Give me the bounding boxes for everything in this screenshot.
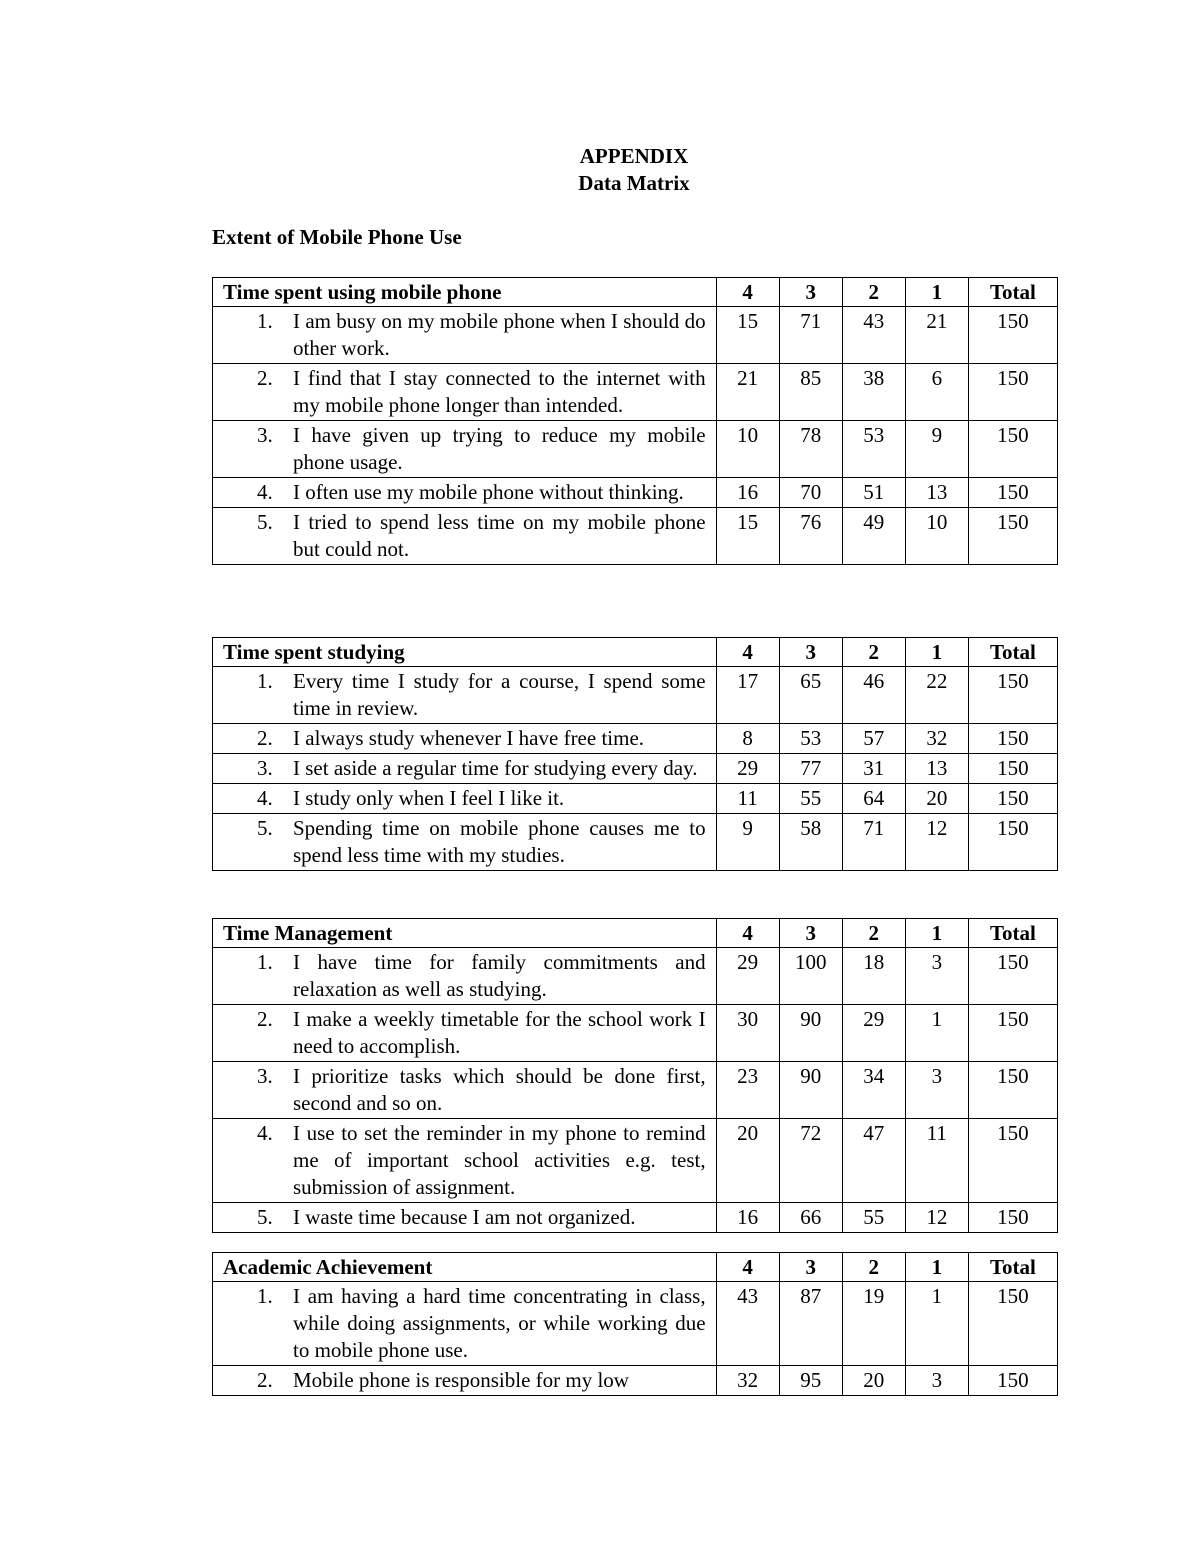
- count-cell-2: 57: [842, 724, 905, 754]
- statement-number: 1.: [257, 309, 273, 333]
- statement-text: I make a weekly timetable for the school work I need to accomplish.: [293, 1007, 706, 1058]
- count-cell-4: 30: [716, 1005, 779, 1062]
- column-header-1: 1: [905, 278, 968, 307]
- table-row: [213, 948, 1058, 1005]
- statement-text: Mobile phone is responsible for my low: [293, 1368, 629, 1392]
- count-cell-4: 16: [716, 1203, 779, 1233]
- statement-number: 3.: [257, 1064, 273, 1088]
- count-cell-3: 53: [779, 724, 842, 754]
- count-cell-total: 150: [968, 421, 1057, 478]
- count-cell-4: 16: [716, 478, 779, 508]
- table-row: [213, 1062, 1058, 1119]
- count-cell-3: 55: [779, 784, 842, 814]
- statement-cell: [213, 478, 717, 508]
- statement-cell: [213, 1203, 717, 1233]
- statement-text: I find that I stay connected to the internet with my mobile phone longer than intended.: [293, 366, 706, 417]
- count-cell-1: 11: [905, 1119, 968, 1203]
- count-cell-total: 150: [968, 1366, 1057, 1396]
- count-cell-total: 150: [968, 1203, 1057, 1233]
- count-cell-2: 55: [842, 1203, 905, 1233]
- count-cell-3: 77: [779, 754, 842, 784]
- count-cell-2: 51: [842, 478, 905, 508]
- column-header-2: 2: [842, 638, 905, 667]
- count-cell-4: 9: [716, 814, 779, 871]
- count-cell-2: 43: [842, 307, 905, 364]
- statement-number: 5.: [257, 1205, 273, 1229]
- count-cell-1: 12: [905, 1203, 968, 1233]
- statement-text: I set aside a regular time for studying every day.: [293, 756, 698, 780]
- statement-cell: [213, 667, 717, 724]
- table-row: [213, 1366, 1058, 1396]
- statement-text: I have time for family commitments and relaxation as well as studying.: [293, 950, 706, 1001]
- count-cell-4: 10: [716, 421, 779, 478]
- count-cell-1: 3: [905, 948, 968, 1005]
- count-cell-total: 150: [968, 364, 1057, 421]
- count-cell-total: 150: [968, 754, 1057, 784]
- statement-number: 1.: [257, 1284, 273, 1308]
- count-cell-total: 150: [968, 724, 1057, 754]
- statement-text: I always study whenever I have free time.: [293, 726, 645, 750]
- column-header-3: 3: [779, 1253, 842, 1282]
- table-row: [213, 1203, 1058, 1233]
- column-header-4: 4: [716, 919, 779, 948]
- count-cell-total: 150: [968, 948, 1057, 1005]
- table-row: [213, 1282, 1058, 1366]
- count-cell-total: 150: [968, 1005, 1057, 1062]
- column-header-1: 1: [905, 1253, 968, 1282]
- table-header-row: [213, 638, 1058, 667]
- count-cell-1: 13: [905, 478, 968, 508]
- column-header-2: 2: [842, 919, 905, 948]
- table-row: [213, 1005, 1058, 1062]
- count-cell-2: 20: [842, 1366, 905, 1396]
- column-header-1: 1: [905, 919, 968, 948]
- statement-cell: [213, 1005, 717, 1062]
- statement-cell: [213, 1366, 717, 1396]
- count-cell-1: 10: [905, 508, 968, 565]
- column-header-2: 2: [842, 1253, 905, 1282]
- count-cell-4: 11: [716, 784, 779, 814]
- statement-number: 2.: [257, 1007, 273, 1031]
- statement-number: 3.: [257, 756, 273, 780]
- column-header-1: 1: [905, 638, 968, 667]
- count-cell-3: 85: [779, 364, 842, 421]
- count-cell-1: 22: [905, 667, 968, 724]
- count-cell-total: 150: [968, 307, 1057, 364]
- count-cell-3: 70: [779, 478, 842, 508]
- statement-text: Spending time on mobile phone causes me to spend less time with my studies.: [293, 816, 706, 867]
- table-row: [213, 364, 1058, 421]
- table-header-row: [213, 919, 1058, 948]
- table-header-row: [213, 278, 1058, 307]
- column-header-4: 4: [716, 638, 779, 667]
- data-table-time-spent-studying: [212, 637, 1058, 871]
- count-cell-2: 19: [842, 1282, 905, 1366]
- table-row: [213, 421, 1058, 478]
- statement-text: I have given up trying to reduce my mobile phone usage.: [293, 423, 706, 474]
- count-cell-1: 6: [905, 364, 968, 421]
- count-cell-4: 15: [716, 508, 779, 565]
- table-row: [213, 478, 1058, 508]
- column-header-3: 3: [779, 919, 842, 948]
- count-cell-3: 66: [779, 1203, 842, 1233]
- count-cell-total: 150: [968, 1282, 1057, 1366]
- count-cell-2: 34: [842, 1062, 905, 1119]
- statement-text: I waste time because I am not organized.: [293, 1205, 636, 1229]
- count-cell-4: 21: [716, 364, 779, 421]
- count-cell-total: 150: [968, 667, 1057, 724]
- table-title: Time spent using mobile phone: [213, 278, 717, 307]
- count-cell-3: 100: [779, 948, 842, 1005]
- column-header-total: Total: [968, 919, 1057, 948]
- statement-cell: [213, 364, 717, 421]
- count-cell-3: 72: [779, 1119, 842, 1203]
- count-cell-1: 1: [905, 1005, 968, 1062]
- data-table-academic-achievement: [212, 1252, 1058, 1396]
- statement-text: I am busy on my mobile phone when I should do other work.: [293, 309, 706, 360]
- count-cell-1: 32: [905, 724, 968, 754]
- count-cell-2: 53: [842, 421, 905, 478]
- column-header-2: 2: [842, 278, 905, 307]
- statement-number: 5.: [257, 816, 273, 840]
- count-cell-2: 38: [842, 364, 905, 421]
- count-cell-total: 150: [968, 508, 1057, 565]
- statement-text: I often use my mobile phone without thinking.: [293, 480, 684, 504]
- count-cell-4: 32: [716, 1366, 779, 1396]
- count-cell-total: 150: [968, 814, 1057, 871]
- statement-text: I tried to spend less time on my mobile phone but could not.: [293, 510, 706, 561]
- statement-cell: [213, 814, 717, 871]
- count-cell-3: 65: [779, 667, 842, 724]
- count-cell-1: 20: [905, 784, 968, 814]
- statement-cell: [213, 1062, 717, 1119]
- table-header-row: [213, 1253, 1058, 1282]
- count-cell-total: 150: [968, 1062, 1057, 1119]
- statement-cell: [213, 754, 717, 784]
- count-cell-1: 12: [905, 814, 968, 871]
- count-cell-3: 87: [779, 1282, 842, 1366]
- appendix-subtitle: Data Matrix: [578, 171, 690, 195]
- statement-cell: [213, 784, 717, 814]
- statement-number: 2.: [257, 366, 273, 390]
- count-cell-3: 78: [779, 421, 842, 478]
- table-row: [213, 724, 1058, 754]
- statement-text: I study only when I feel I like it.: [293, 786, 565, 810]
- statement-number: 1.: [257, 669, 273, 693]
- statement-number: 4.: [257, 786, 273, 810]
- statement-number: 3.: [257, 423, 273, 447]
- count-cell-4: 15: [716, 307, 779, 364]
- count-cell-3: 58: [779, 814, 842, 871]
- count-cell-2: 71: [842, 814, 905, 871]
- statement-cell: [213, 1282, 717, 1366]
- statement-text: I am having a hard time concentrating in class, while doing assignments, or while working due to mobile phone use.: [293, 1284, 706, 1362]
- column-header-total: Total: [968, 638, 1057, 667]
- count-cell-1: 21: [905, 307, 968, 364]
- statement-number: 4.: [257, 1121, 273, 1145]
- statement-text: Every time I study for a course, I spend some time in review.: [293, 669, 706, 720]
- column-header-total: Total: [968, 278, 1057, 307]
- table-row: [213, 784, 1058, 814]
- count-cell-total: 150: [968, 784, 1057, 814]
- statement-number: 5.: [257, 510, 273, 534]
- count-cell-4: 29: [716, 754, 779, 784]
- count-cell-2: 47: [842, 1119, 905, 1203]
- count-cell-1: 13: [905, 754, 968, 784]
- count-cell-2: 31: [842, 754, 905, 784]
- count-cell-4: 29: [716, 948, 779, 1005]
- table-title: Academic Achievement: [213, 1253, 717, 1282]
- data-table-time-management: [212, 918, 1058, 1233]
- count-cell-2: 29: [842, 1005, 905, 1062]
- count-cell-1: 3: [905, 1366, 968, 1396]
- count-cell-4: 20: [716, 1119, 779, 1203]
- count-cell-3: 95: [779, 1366, 842, 1396]
- count-cell-1: 9: [905, 421, 968, 478]
- statement-number: 1.: [257, 950, 273, 974]
- statement-text: I prioritize tasks which should be done first, second and so on.: [293, 1064, 706, 1115]
- statement-cell: [213, 724, 717, 754]
- count-cell-4: 17: [716, 667, 779, 724]
- count-cell-1: 1: [905, 1282, 968, 1366]
- table-row: [213, 1119, 1058, 1203]
- count-cell-3: 76: [779, 508, 842, 565]
- table-row: [213, 667, 1058, 724]
- table-row: [213, 307, 1058, 364]
- count-cell-2: 46: [842, 667, 905, 724]
- count-cell-total: 150: [968, 1119, 1057, 1203]
- column-header-4: 4: [716, 278, 779, 307]
- count-cell-1: 3: [905, 1062, 968, 1119]
- count-cell-4: 43: [716, 1282, 779, 1366]
- count-cell-3: 71: [779, 307, 842, 364]
- count-cell-3: 90: [779, 1062, 842, 1119]
- statement-cell: [213, 1119, 717, 1203]
- count-cell-total: 150: [968, 478, 1057, 508]
- statement-number: 4.: [257, 480, 273, 504]
- column-header-total: Total: [968, 1253, 1057, 1282]
- count-cell-4: 23: [716, 1062, 779, 1119]
- column-header-3: 3: [779, 278, 842, 307]
- table-row: [213, 814, 1058, 871]
- table-title: Time Management: [213, 919, 717, 948]
- count-cell-4: 8: [716, 724, 779, 754]
- count-cell-2: 49: [842, 508, 905, 565]
- column-header-3: 3: [779, 638, 842, 667]
- statement-cell: [213, 948, 717, 1005]
- column-header-4: 4: [716, 1253, 779, 1282]
- table-row: [213, 508, 1058, 565]
- appendix-title: APPENDIX: [579, 144, 689, 168]
- statement-cell: [213, 307, 717, 364]
- statement-number: 2.: [257, 1368, 273, 1392]
- section-title: Extent of Mobile Phone Use: [212, 225, 462, 249]
- statement-cell: [213, 508, 717, 565]
- statement-text: I use to set the reminder in my phone to remind me of important school activities e.g. test, submission of assignment.: [293, 1121, 706, 1199]
- table-title: Time spent studying: [213, 638, 717, 667]
- count-cell-2: 18: [842, 948, 905, 1005]
- count-cell-3: 90: [779, 1005, 842, 1062]
- count-cell-2: 64: [842, 784, 905, 814]
- table-row: [213, 754, 1058, 784]
- statement-cell: [213, 421, 717, 478]
- data-table-time-spent-using-mobile-phone: [212, 277, 1058, 565]
- statement-number: 2.: [257, 726, 273, 750]
